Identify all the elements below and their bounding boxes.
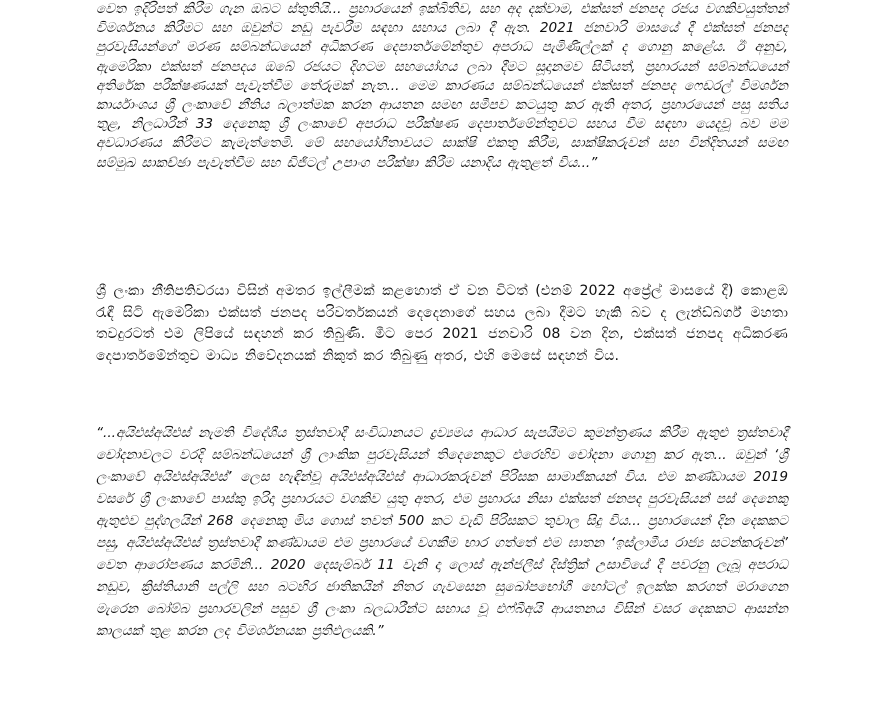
quoted-letter-excerpt: වෙත ඉදිරිපත් කිරීම ගැන ඔබට ස්තුතියි... ප්‍රහාරයෙන් ඉක්බිතිව, සහ අද දක්වාම, එක්සත් ජනපද රජය වගකිවයුත්තන් විමර්ශනය කිරීමට සහ ඔවුන්ට නඩු පැවරීම සඳහා සහාය ලබා දී ඇත. 2021 ජනවාරි මාසයේ දී එක්සත් ජනපද පුරවැසියන්ගේ මරණ සම්බන්ධයෙන් අධිකරණ දෙපාර්තමේන්තුව අපරාධ පැමිණිල්ලක් ද ගොනු කළේය. ඊ අනුව, ඇමෙරිකා එක්සත් ජනපදය ඔබේ රජයට දිගටම සහයෝගය ලබා දීමට සූදානමව සිටියත්, ප්‍රහාරයන් සම්බන්ධයෙන් අතිරේක පරීක්ෂණයක් පැවැත්වීම තේරුමක් නැත... මෙම කාරණය සම්බන්ධයෙන් එක්සත් ජනපද ෆෙඩරල් විමර්ශන කාර්යාංශය ශ්‍රී ලංකාවේ නීතිය බලාත්මක කරන ආයතන සමඟ සමීපව කටයුතු කර ඇති අතර, ප්‍රහාරයෙන් පසු සතිය තුළ, නිලධාරීන් 33 දෙනෙකු ශ්‍රී ලංකාවේ අපරාධ පරීක්ෂණ දෙපාර්තමේන්තුවට සහය වීම සඳහා යෙදවූ බව මම අවධාරණය කිරීමට කැමැත්තෙමි. මේ සහයෝගීතාවයට සාක්ෂි එකතු කිරීම, සාක්ෂිකරුවන් සහ වින්දිතයන් සමඟ සම්මුඛ සාකච්ඡා පැවැත්වීම සහ ඩිජිටල් උපාංග පරීක්ෂා කිරීම යනාදිය ඇතුළත් විය...” bbox=[96, 1, 788, 171]
quoted-press-release-excerpt: “...අයිඑස්අයිඑස් නැමති විදේශීය ත්‍රස්තවාදී සංවිධානයට ද්‍රව්‍යමය ආධාර සැපයීමට කුමන්ත්‍රණය කිරීම ඇතුළු ත්‍රස්තවාදී චෝදනාවලට වරදි සම්බන්ධයෙන් ශ්‍රී ලාංකික පුරවැසියන් තිදෙනෙකුට එරෙහිව චෝදනා ගොනු කර ඇත... ඔවුන් ‘ශ්‍රී ලංකාවේ අයිඑස්අයිඑස්’ ලෙස හැඳින්වූ අයිඑස්අයිඑස් ආධාරකරුවන් පිරිසක සාමාජිකයන් විය. එම කණ්ඩායම 2019 වසරේ ශ්‍රී ලංකාවේ පාස්කු ඉරිදා ප්‍රහාරයට වගකිව යුතු අතර, එම ප්‍රහාරය නිසා එක්සත් ජනපද පුරවැසියන් පස් දෙනෙකු ඇතුළුව පුද්ගලයින් 268 දෙනෙකු මිය ගොස් තවත් 500 කට වැඩි පිරිසකට තුවාල සිදු විය... ප්‍රහාරයෙන් දින දෙකකට පසු, අයිඑස්අයිඑස් ත්‍රස්තවාදී කණ්ඩායම එම ප්‍රහාරයේ වගකීම භාර ගත්තේ එම ඝාතන ‘ඉස්ලාමීය රාජ්‍ය සටන්කරුවන්’ වෙත ආරෝපණය කරමිනි... 2020 දෙසැම්බර් 11 වැනි දා ලොස් ඇන්ජලීස් දිස්ත්‍රික් උසාවියේ දී පවරනු ලැබූ අපරාධ නඩුව, ක්‍රිස්තියානි පල්ලි සහ බටහිර ජාතිකයින් නිතර ගැවසෙන සුඛෝපභෝගී හෝටල් ඉලක්ක කරගත් මරාගෙන මැරෙන බෝම්බ ප්‍රහාරවලින් පසුව ශ්‍රී ලංකා බලධාරීන්ට සහාය වූ එෆ්බීඅයි ආයතනය විසින් වසර දෙකකට ආසන්න කාලයක් තුළ කරන ලද විමර්ශනයක ප්‍රතිඵලයකි.” bbox=[96, 425, 788, 639]
body-paragraph: ශ්‍රී ලංකා නීතිපතිවරයා විසින් අමතර ඉල්ලීමක් කළහොත් ඒ වන විටත් (එනම් 2022 අප්‍රේල් මාසයේ දී) කොළඹ රැඳී සිටි ඇමෙරිකා එක්සත් ජනපද පරිවර්තකයන් දෙදෙනාගේ සහය ලබා දීමට හැකි බව ද ලැන්ඩ්බර්ග් මහතා තවදුරටත් එම ලිපියේ සඳහන් කර තිබුණි. මීට පෙර 2021 ජනවාරි 08 වන දින, එක්සත් ජනපද අධිකරණ දෙපාර්තමේන්තුව මාධ්‍ය නිවේදනයක් නිකුත් කර තිබුණු අතර, එහි මෙසේ සඳහන් විය. bbox=[96, 283, 788, 364]
